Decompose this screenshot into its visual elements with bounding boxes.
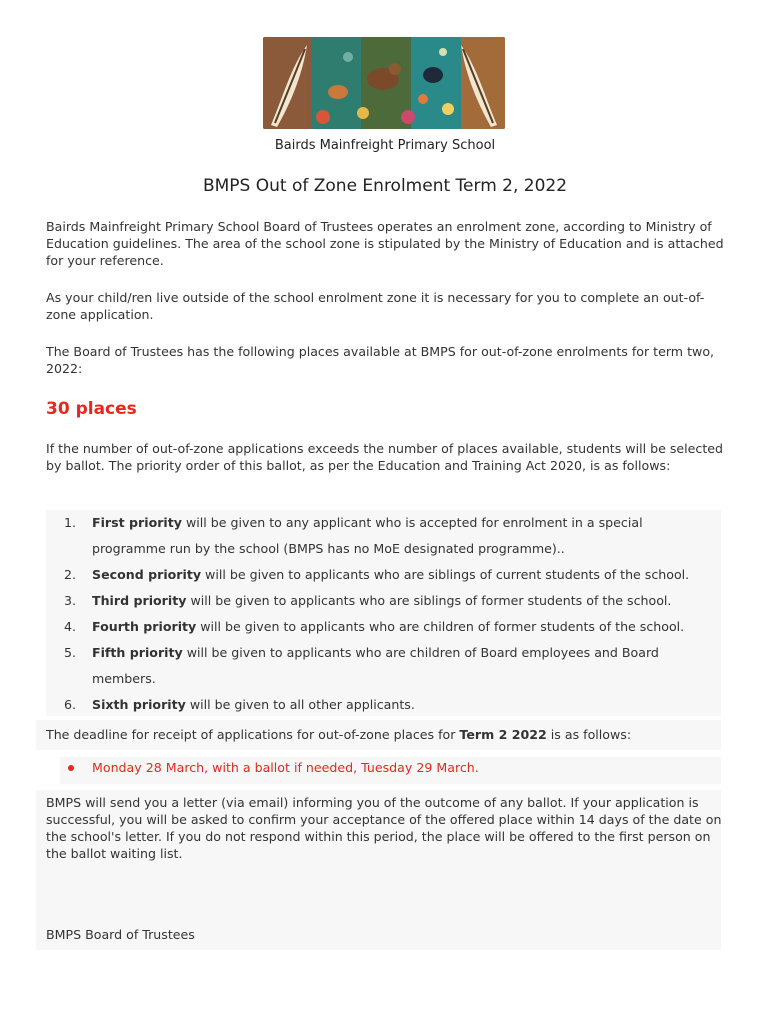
deadline-paragraph: [46, 726, 726, 743]
list-number: 2.: [64, 567, 77, 582]
list-item: [64, 588, 714, 614]
list-item: [64, 562, 714, 588]
deadline-prefix: The deadline for receipt of applications for out-of-zone places for: [46, 727, 460, 742]
deadline-date: Monday 28 March, with a ballot if needed, Tuesday 29 March.: [92, 760, 479, 775]
page-title: BMPS Out of Zone Enrolment Term 2, 2022: [202, 176, 568, 196]
list-item: [64, 692, 714, 718]
list-number: 6.: [64, 697, 77, 712]
priority-label: Third priority: [92, 593, 187, 608]
list-item: [64, 640, 714, 692]
outcome-paragraph: BMPS will send you a letter (via email) informing you of the outcome of any ballot. If your application is successful, you will be asked to confirm your acceptance of the offered place within 14 days of the date on the school's letter. If you do not respond within this period, the place will be offered to the first person on the ballot waiting list.: [46, 795, 722, 861]
priority-text: will be given to all other applicants.: [185, 697, 415, 712]
list-item: [64, 510, 714, 562]
intro-paragraph-3: The Board of Trustees has the following places available at BMPS for out-of-zone enrolments for term two, 2022:: [46, 344, 715, 376]
school-banner-image: [263, 37, 505, 129]
ballot-intro-paragraph: If the number of out-of-zone applications exceeds the number of places available, students will be selected by ballot. The priority order of this ballot, as per the Education and Training Act 2020, is as follows:: [46, 441, 724, 473]
list-number: 1.: [64, 515, 77, 530]
intro-paragraph-2: As your child/ren live outside of the school enrolment zone it is necessary for you to complete an out-of-zone application.: [46, 290, 705, 322]
priority-text: will be given to applicants who are children of former students of the school.: [196, 619, 685, 634]
deadline-term: Term 2 2022: [459, 727, 547, 742]
priority-label: Second priority: [92, 567, 202, 582]
list-number: 4.: [64, 619, 77, 634]
deadline-suffix: is as follows:: [546, 727, 632, 742]
priority-label: Fifth priority: [92, 645, 183, 660]
priority-text: will be given to applicants who are siblings of former students of the school.: [186, 593, 672, 608]
deadline-date-item: [68, 760, 479, 775]
list-number: 3.: [64, 593, 77, 608]
priority-label: First priority: [92, 515, 182, 530]
signature: BMPS Board of Trustees: [46, 927, 195, 942]
priority-label: Sixth priority: [92, 697, 186, 712]
intro-paragraph-1: Bairds Mainfreight Primary School Board of Trustees operates an enrolment zone, according to Ministry of Education guidelines. The area of the school zone is stipulated by the Ministry of Education and is attached for your reference.: [46, 219, 724, 268]
list-item: [64, 614, 714, 640]
priority-list: [64, 510, 714, 718]
priority-label: Fourth priority: [92, 619, 197, 634]
priority-text: will be given to applicants who are children of Board employees and Board members.: [92, 645, 659, 686]
list-number: 5.: [64, 645, 77, 660]
school-name: Bairds Mainfreight Primary School: [274, 138, 496, 153]
priority-text: will be given to any applicant who is accepted for enrolment in a special programme run by the school (BMPS has no MoE designated programme)..: [92, 515, 643, 556]
bullet-icon: [68, 765, 74, 771]
places-available: 30 places: [46, 399, 137, 419]
priority-text: will be given to applicants who are siblings of current students of the school.: [201, 567, 690, 582]
